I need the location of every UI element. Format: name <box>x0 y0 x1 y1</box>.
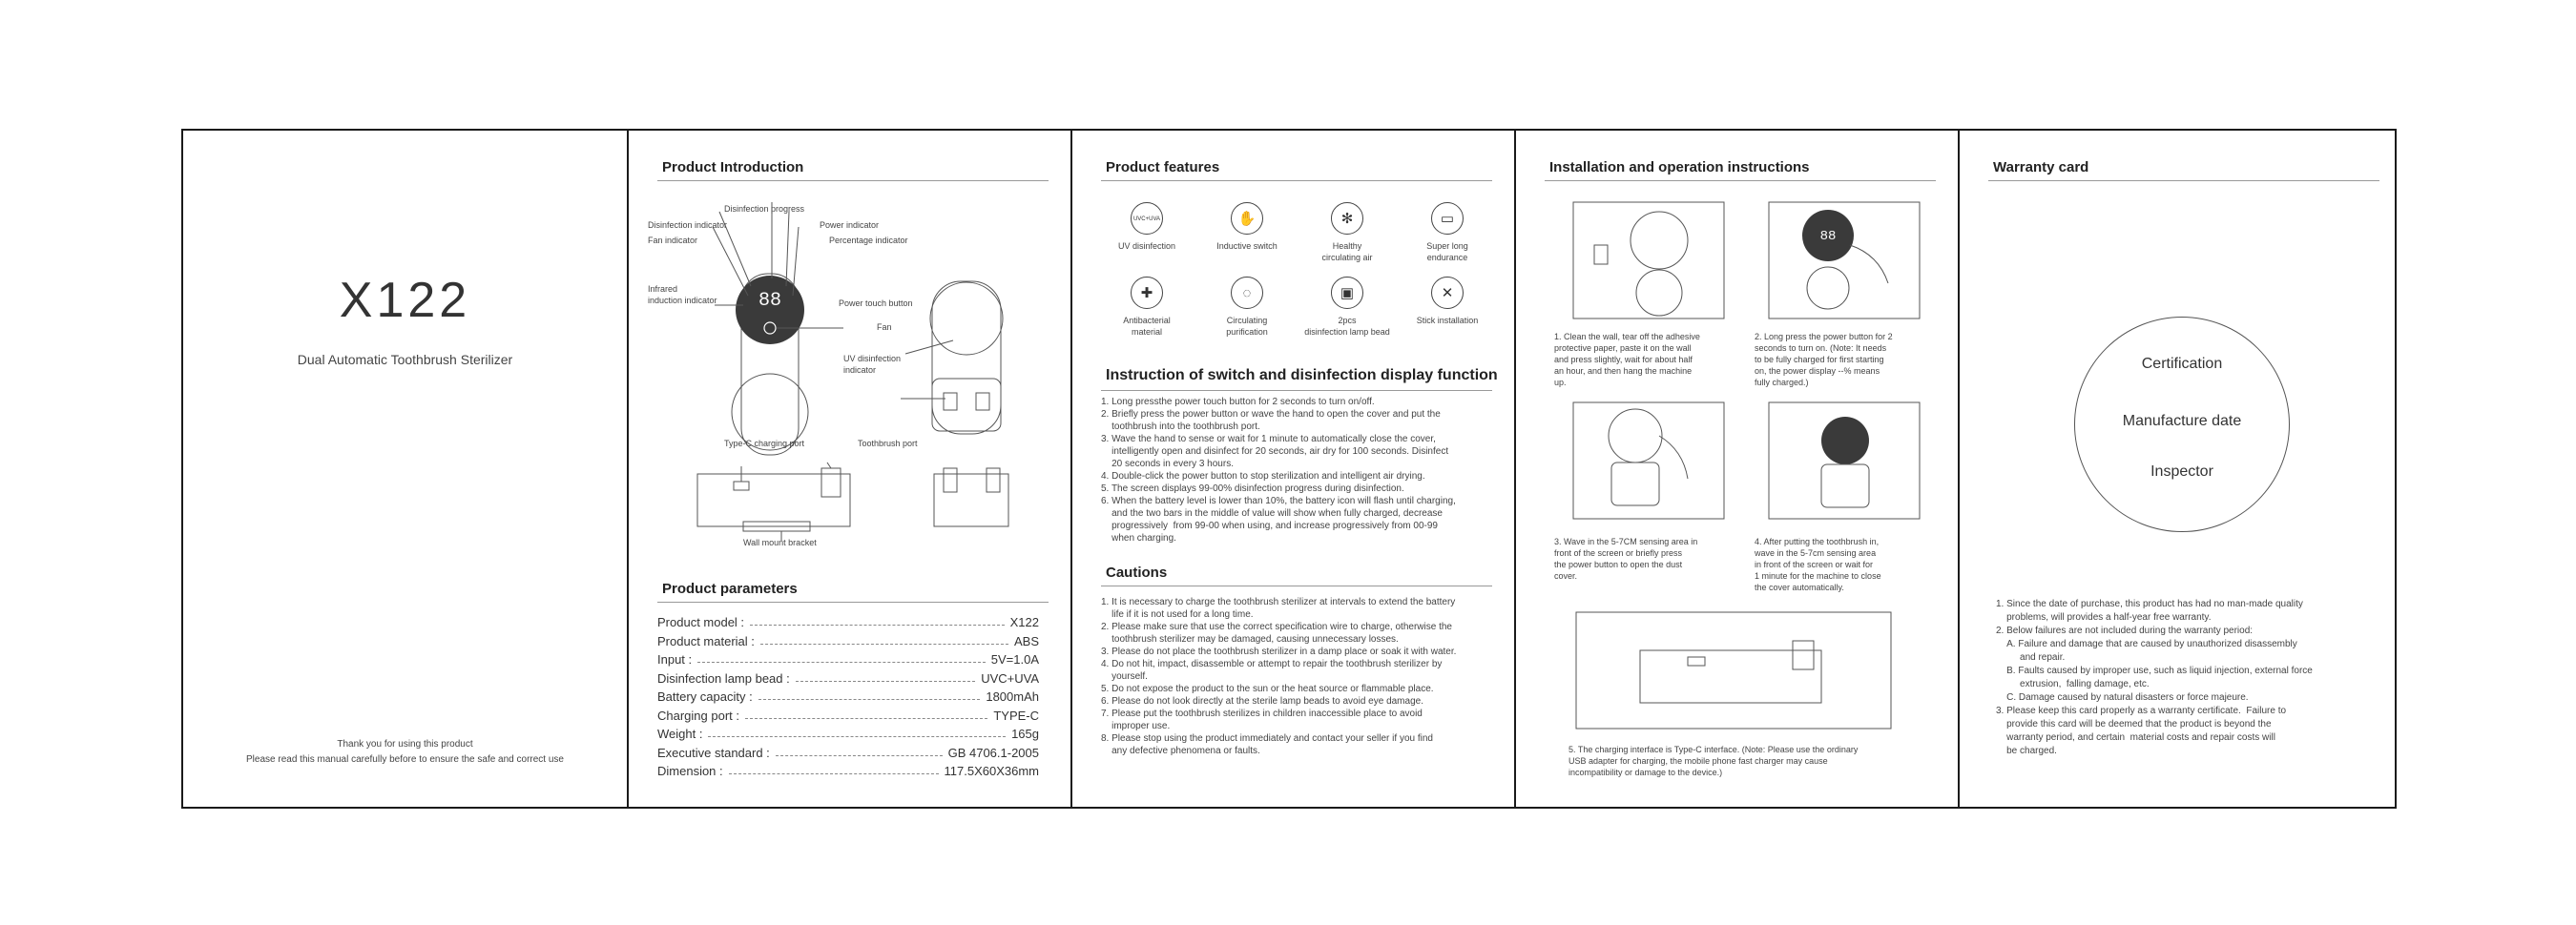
lamp-bead-right <box>976 393 989 410</box>
param-label: Executive standard : <box>657 745 770 760</box>
caution-item: 8. Please stop using the product immediately and contact your seller if you find any defective phenomena or faults. <box>1101 733 1433 756</box>
feature-label: UV disinfection <box>1117 241 1176 251</box>
leader-dots <box>729 764 939 774</box>
install-illustrations <box>1516 131 1960 811</box>
feature-label: Stick installation <box>1416 316 1479 325</box>
feature-item <box>1199 277 1295 338</box>
label-power-touch: Power touch button <box>839 298 913 308</box>
param-label: Dimension : <box>657 764 723 778</box>
leader-dots <box>760 634 1008 645</box>
param-row <box>657 764 1039 778</box>
leader-dots <box>758 689 981 700</box>
param-row <box>657 709 1039 723</box>
feature-item <box>1299 277 1395 338</box>
switch-instr-item: 5. The screen displays 99-00% disinfection progress during disinfection. <box>1101 483 1404 494</box>
param-label: Disinfection lamp bead : <box>657 670 790 686</box>
label-fan-indicator: Fan indicator <box>648 236 698 245</box>
fan-icon: ✻ <box>1331 202 1363 235</box>
label-wall-bracket: Wall mount bracket <box>743 538 817 547</box>
caution-item: 3. Please do not place the toothbrush sterilizer in a damp place or soak it with water. <box>1101 647 1457 657</box>
step2-display-digits: 88 <box>1819 229 1837 244</box>
step5-illustration <box>1576 612 1891 729</box>
label-disinfection-indicator: Disinfection indicator <box>648 220 728 230</box>
divider <box>657 180 1049 181</box>
read-manual-note: Please read this manual carefully before to ensure the safe and correct use <box>246 754 564 765</box>
param-label: Product model : <box>657 615 745 629</box>
label-power-indicator: Power indicator <box>820 220 880 230</box>
param-row <box>657 652 1039 667</box>
caution-item: 2. Please make sure that use the correct specification wire to charge, otherwise the toothbrush sterilizer may be damaged, causing unnecessary losses. <box>1101 622 1452 645</box>
param-value: 117.5X60X36mm <box>944 764 1039 778</box>
warranty-term: B. Faults caused by improper use, such as liquid injection, external force extrusion, falling damage, etc. <box>2006 666 2313 689</box>
switch-instr-title: Instruction of switch and disinfection display function <box>1106 367 1498 383</box>
warranty-term: C. Damage caused by natural disasters or force majeure. <box>1996 692 2249 703</box>
label-typec-port: Type-C charging port <box>724 439 805 448</box>
cautions-title: Cautions <box>1106 565 1168 581</box>
param-label: Product material : <box>657 633 755 648</box>
param-row <box>657 727 1039 741</box>
switch-instr-item: 3. Wave the hand to sense or wait for 1 minute to automatically close the cover, intelligently open and disinfect for 20 seconds, air dry for 100 seconds. Disinfect 20 seconds in every 3 hours. <box>1101 434 1449 469</box>
leader-dots <box>776 746 943 756</box>
caution-item: 6. Please do not look directly at the sterile lamp beads to avoid eye damage. <box>1101 696 1423 707</box>
switch-instr-item: 1. Long pressthe power touch button for 2 seconds to turn on/off. <box>1101 397 1375 407</box>
label-infrared: Infrared induction indicator <box>648 284 717 305</box>
param-value: 5V=1.0A <box>990 652 1039 667</box>
feature-label: 2pcs disinfection lamp bead <box>1304 316 1390 337</box>
param-row <box>657 634 1039 648</box>
param-value: TYPE-C <box>993 708 1039 723</box>
param-value: UVC+UVA <box>981 670 1039 686</box>
cert-inspector: Inspector <box>2150 463 2213 480</box>
install-panel <box>1514 131 1958 807</box>
shield-icon: ✚ <box>1131 277 1163 309</box>
feature-label: Antibacterial material <box>1123 316 1171 337</box>
uv-icon: UVC+UVA <box>1131 202 1163 235</box>
bottom-views <box>629 455 1072 560</box>
feature-item <box>1400 277 1495 326</box>
param-row <box>657 689 1039 704</box>
manual-sheet <box>181 129 2397 809</box>
install-step-1: 1. Clean the wall, tear off the adhesive protective paper, paste it on the wall and press slightly, wait for about half an hour, and then hang the machine up. <box>1554 332 1700 387</box>
toothbrush-port-drawing <box>821 468 841 497</box>
install-title: Installation and operation instructions <box>1549 159 1810 175</box>
lamp-icon: ▣ <box>1331 277 1363 309</box>
typec-port-drawing <box>734 482 749 490</box>
caution-item: 4. Do not hit, impact, disassemble or attempt to repair the toothbrush sterilizer by yourself. <box>1101 659 1443 682</box>
switch-instr-item: 4. Double-click the power button to stop sterilization and intelligent air drying. <box>1101 471 1425 482</box>
feature-label: Circulating purification <box>1226 316 1268 337</box>
leader-dots <box>750 615 1005 626</box>
cert-manufacture-date: Manufacture date <box>2122 413 2242 429</box>
leader-dots <box>745 709 987 719</box>
bottom-view-right <box>934 474 1008 526</box>
cover-panel <box>183 131 627 807</box>
tools-icon: ✕ <box>1431 277 1464 309</box>
install-step-2: 2. Long press the power button for 2 seconds to turn on. (Note: It needs to be fully charged for first starting on, the power display --% means fully charged.) <box>1755 332 1893 387</box>
label-uv: UV disinfection indicator <box>843 354 902 375</box>
param-value: X122 <box>1009 615 1039 629</box>
feature-item <box>1299 202 1395 263</box>
battery-icon: ▭ <box>1431 202 1464 235</box>
label-toothbrush-port: Toothbrush port <box>858 439 918 448</box>
divider <box>1101 180 1492 181</box>
warranty-term: A. Failure and damage that are caused by unauthorized disassembly and repair. <box>2006 639 2297 663</box>
feature-item <box>1099 277 1195 338</box>
divider <box>1988 180 2379 181</box>
param-label: Input : <box>657 652 693 667</box>
caution-item: 5. Do not expose the product to the sun or the heat source or flammable place. <box>1101 684 1434 694</box>
display-digits: 88 <box>758 290 782 312</box>
param-label: Battery capacity : <box>657 689 753 704</box>
step3-illustration <box>1573 402 1724 519</box>
cert-certification: Certification <box>2141 356 2223 372</box>
label-percentage-indicator: Percentage indicator <box>829 236 908 245</box>
feature-label: Inductive switch <box>1216 241 1278 251</box>
recycle-icon: ◌ <box>1231 277 1263 309</box>
features-title: Product features <box>1106 159 1220 175</box>
install-step-4: 4. After putting the toothbrush in, wave in the 5-7cm sensing area in front of the screen or wait for 1 minute for the machine to close the cover automatically. <box>1755 537 1881 592</box>
param-row <box>657 746 1039 760</box>
install-step-5: 5. The charging interface is Type-C interface. (Note: Please use the ordinary USB adapter for charging, the mobile phone fast charger may cause incompatibility or damage to the device.) <box>1568 745 1859 777</box>
lamp-bead-left <box>944 393 957 410</box>
params-title: Product parameters <box>662 581 798 597</box>
divider <box>657 602 1049 603</box>
caution-item: 7. Please put the toothbrush sterilizes in children inaccessible place to avoid improper use. <box>1101 709 1423 731</box>
param-row <box>657 671 1039 686</box>
feature-item <box>1099 202 1195 252</box>
param-value: 165g <box>1011 727 1039 741</box>
certification-stamp <box>2074 317 2290 532</box>
intro-panel <box>627 131 1070 807</box>
param-row <box>657 615 1039 629</box>
switch-instr-item: 6. When the battery level is lower than 10%, the battery icon will flash until charging, and the two bars in the middle of value will show when fully charged, decrease progressively from 99-00 when using, and increase progressively from 00-99 when charging. <box>1101 496 1456 544</box>
param-label: Charging port : <box>657 708 739 723</box>
product-subtitle: Dual Automatic Toothbrush Sterilizer <box>297 352 513 367</box>
switch-instr-list <box>1101 396 1492 545</box>
param-value: GB 4706.1-2005 <box>947 745 1039 760</box>
label-disinfection-progress: Disinfection progress <box>724 204 805 214</box>
leader-dots <box>697 652 986 663</box>
leader-dots <box>796 671 975 682</box>
switch-instr-item: 2. Briefly press the power button or wave the hand to open the cover and put the toothbrush into the toothbrush port. <box>1101 409 1441 432</box>
install-step-3: 3. Wave in the 5-7CM sensing area in front of the screen or briefly press the power button to open the dust cover. <box>1554 537 1698 581</box>
model-title: X122 <box>339 273 471 328</box>
warranty-term: 3. Please keep this card properly as a warranty certificate. Failure to provide this card will be deemed that the product is beyond the warranty period, and certain material costs and repair costs will be charged. <box>1996 706 2287 756</box>
divider <box>1101 390 1492 391</box>
cautions-list <box>1101 596 1492 757</box>
warranty-term: 1. Since the date of purchase, this product has had no man-made quality problems, will provides a half-year free warranty. <box>1996 599 2303 623</box>
warranty-term: 2. Below failures are not included during the warranty period: <box>1996 626 2254 636</box>
warranty-terms <box>1996 598 2378 758</box>
intro-title: Product Introduction <box>662 159 804 175</box>
hand-icon: ✋ <box>1231 202 1263 235</box>
param-label: Weight : <box>657 727 703 741</box>
step1-illustration <box>1573 202 1724 319</box>
feature-label: Healthy circulating air <box>1321 241 1373 262</box>
side-base <box>932 379 1001 431</box>
features-panel <box>1070 131 1514 807</box>
label-fan: Fan <box>877 322 892 332</box>
feature-item <box>1400 202 1495 263</box>
feature-label: Super long endurance <box>1426 241 1468 262</box>
feature-item <box>1199 202 1295 252</box>
device-body-side <box>932 281 1001 434</box>
leader-dots <box>708 727 1006 737</box>
param-value: 1800mAh <box>986 689 1039 704</box>
bottom-view-left <box>697 474 850 526</box>
warranty-title: Warranty card <box>1993 159 2089 175</box>
warranty-panel <box>1958 131 2399 807</box>
param-value: ABS <box>1013 633 1039 648</box>
thanks-text: Thank you for using this product <box>337 739 473 750</box>
caution-item: 1. It is necessary to charge the toothbrush sterilizer at intervals to extend the battery life if it is not used for a long time. <box>1101 597 1456 620</box>
